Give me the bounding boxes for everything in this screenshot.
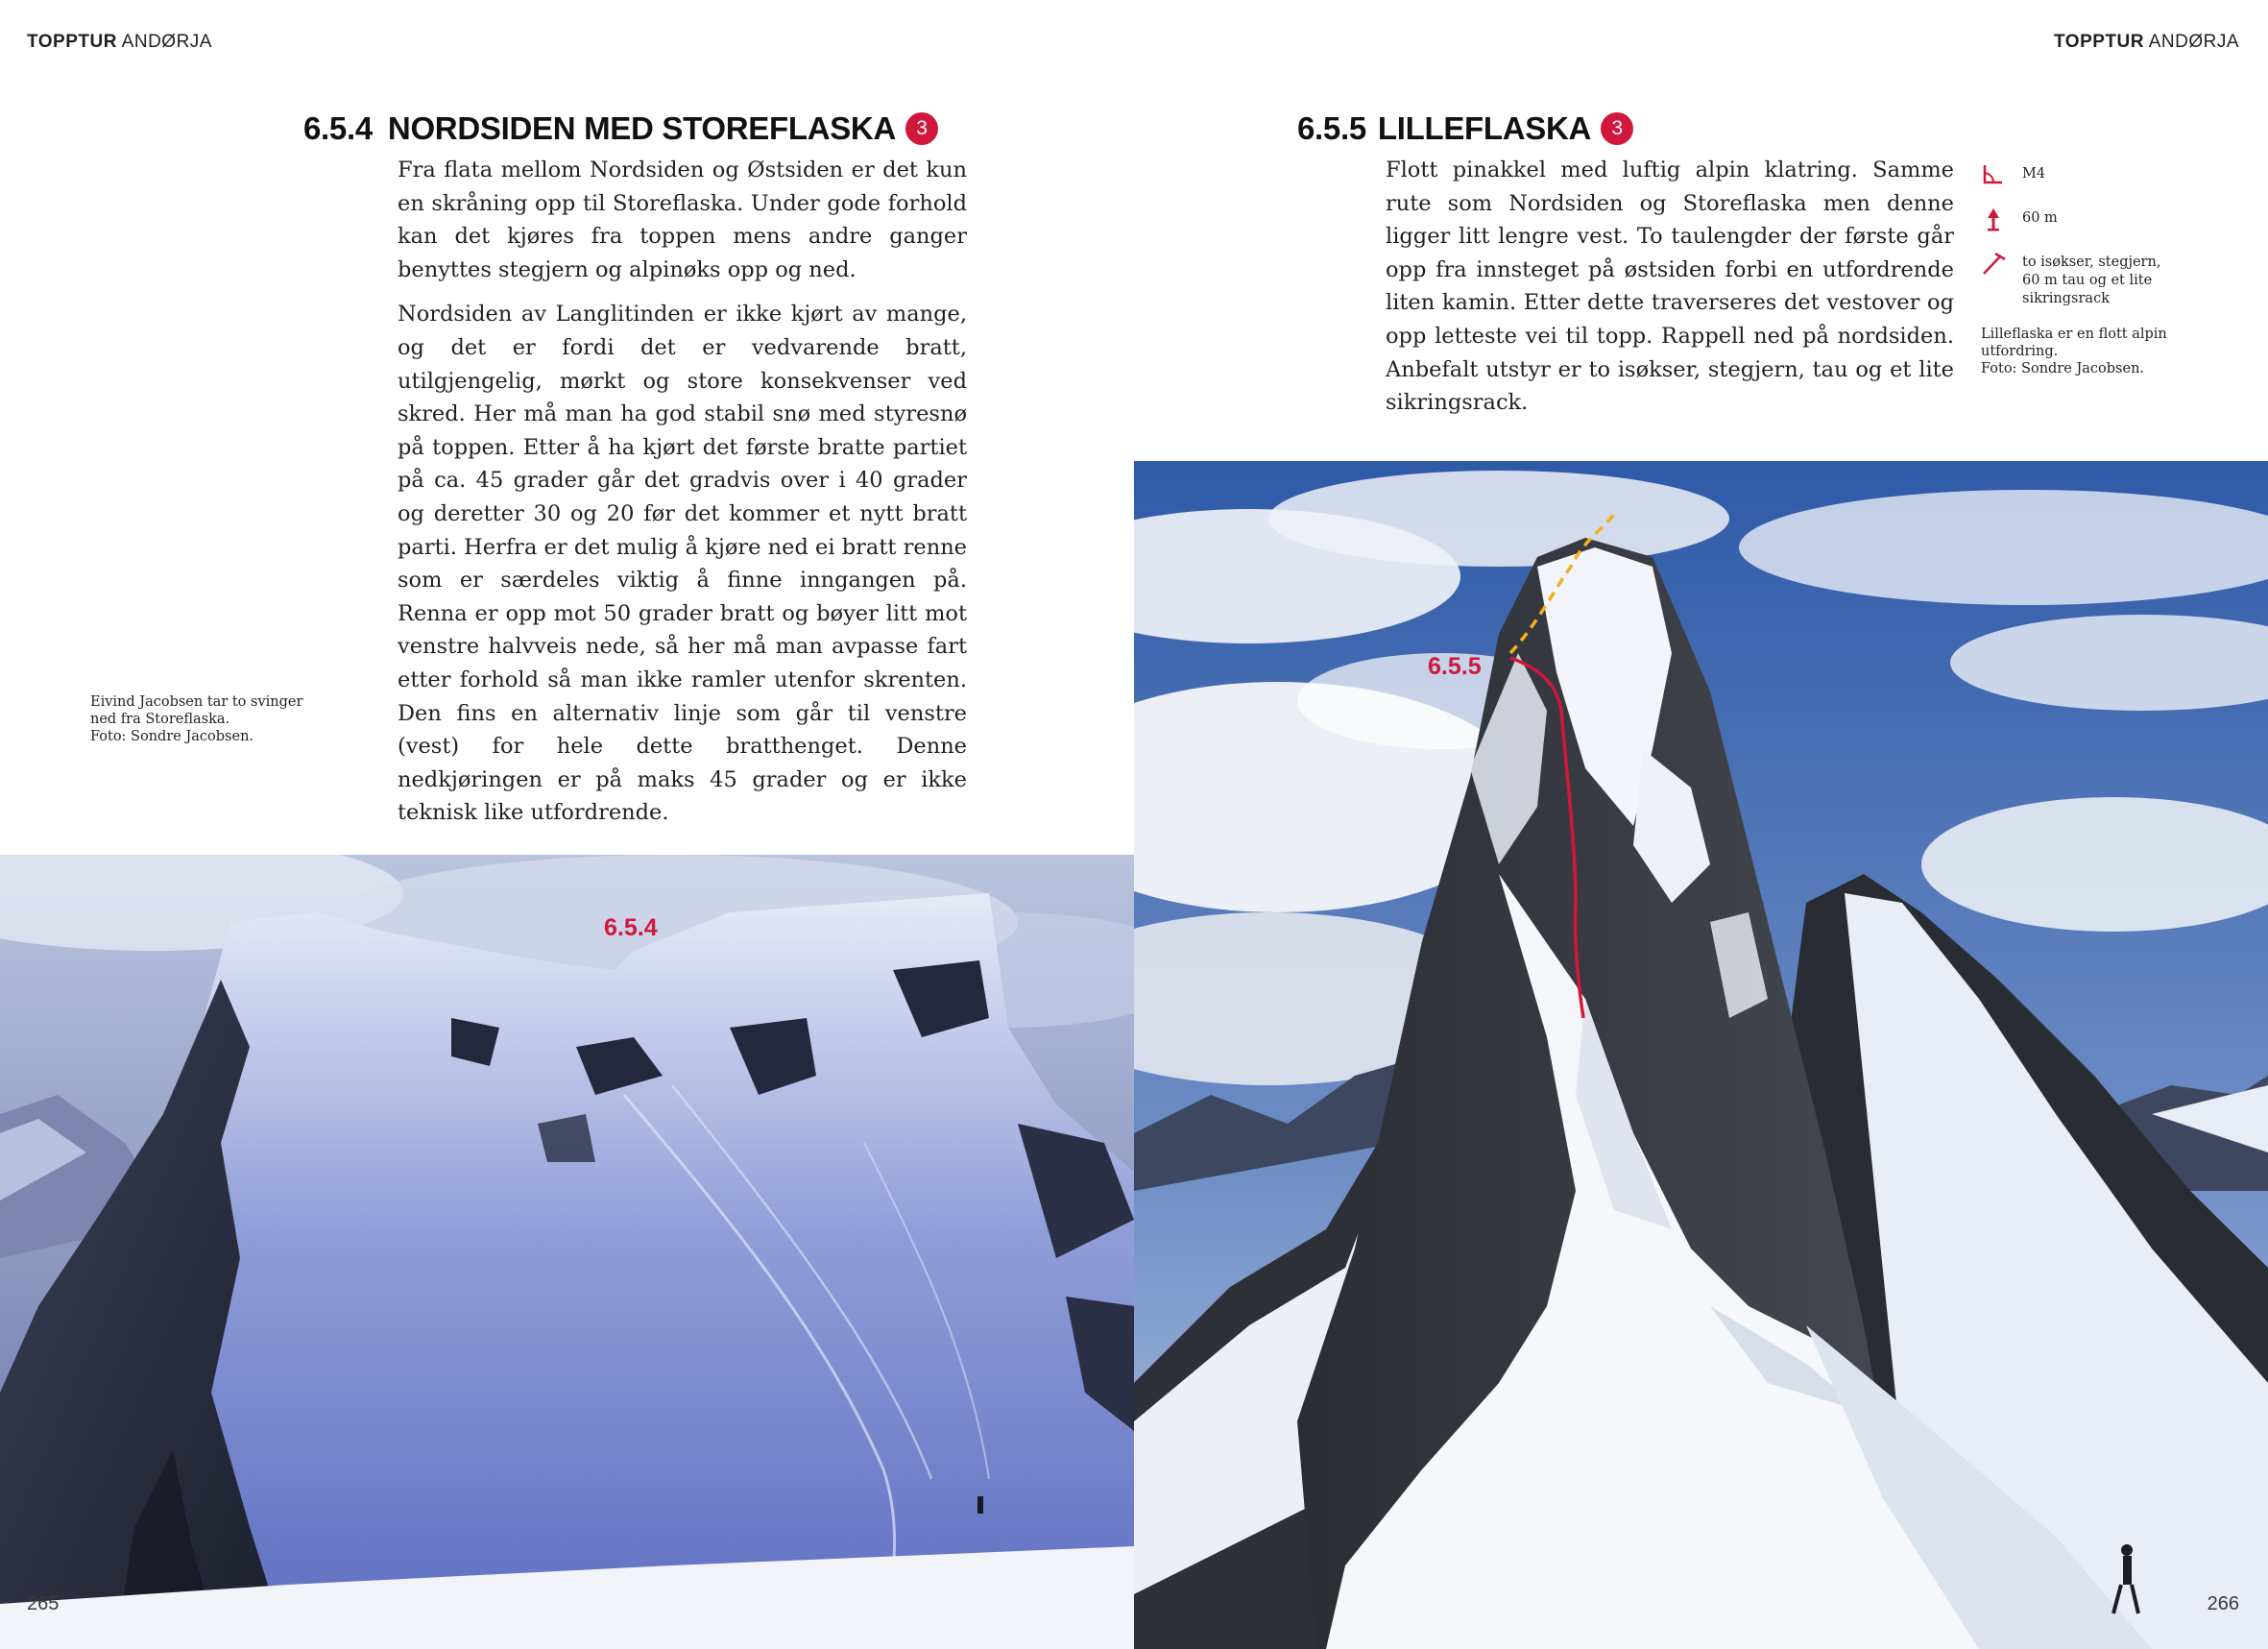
- route-label-654: 6.5.4: [604, 914, 658, 941]
- fact-gear-text: [2022, 250, 2160, 308]
- fact-gear-line: to isøkser, stegjern,: [2022, 255, 2161, 270]
- section-title-655: [1297, 110, 1633, 147]
- running-head-light: ANDØRJA: [121, 32, 212, 52]
- route-label-655: 6.5.5: [1428, 653, 1482, 680]
- fact-height-text: 60 m: [2022, 210, 2058, 226]
- running-head-light: ANDØRJA: [2148, 32, 2239, 52]
- body-text-655: [1386, 154, 1954, 431]
- running-head-right: [2054, 32, 2239, 53]
- caption-line: Eivind Jacobsen tar to svinger: [90, 694, 303, 710]
- body-text-654: [398, 154, 967, 841]
- elevation-arrow-icon: [1980, 206, 2007, 232]
- page-number-right: 266: [2207, 1593, 2239, 1614]
- caption-line: ned fra Storeflaska.: [90, 712, 230, 727]
- paragraph: Nordsiden av Langlitinden er ikke kjørt av mange, og det er fordi det er vedvarende bratt, utilgjengelig, mørkt og store konsekvenser ved skred. Her må man ha god stabil snø med styresnø på toppen. Etter å ha kjørt det første bratte partiet på ca. 45 grader går det gradvis over i 40 grader og deretter 30 og 20 før det kommer et nytt bratt parti. Herfra er det mulig å kjøre ned ei bratt renne som er særdeles viktig å finne inngangen på. Renna er opp mot 50 grader bratt og bøyer litt mot venstre halvveis nede, så her må man avpasse fart etter forhold så man ikke ramler utenfor skrenten. Den fins en alternativ linje som går til venstre (vest) for hele dette bratthenget. Denne nedkjøringen er på maks 45 grader og er ikke teknisk like utfordrende.: [398, 302, 967, 826]
- storeflaska-photo: [0, 855, 1134, 1649]
- running-head-bold: TOPPTUR: [2054, 32, 2144, 52]
- section-heading: LILLEFLASKA: [1377, 110, 1592, 146]
- lilleflaska-photo: [1134, 461, 2268, 1649]
- section-number: 6.5.4: [303, 110, 373, 146]
- paragraph: Fra flata mellom Nordsiden og Østsiden er det kun en skråning opp til Storeflaska. Under gode forhold kan det kjøres fra toppen mens andre ganger benyttes stegjern og alpinøks opp og ned.: [398, 158, 967, 282]
- difficulty-badge: 3: [905, 112, 938, 145]
- section-heading: NORDSIDEN MED STOREFLASKA: [387, 110, 896, 146]
- caption-line: Lilleflaska er en flott alpin: [1981, 327, 2167, 342]
- fact-grade-text: M4: [2022, 166, 2046, 182]
- page-number-left: 265: [27, 1593, 60, 1614]
- paragraph: Flott pinakkel med luftig alpin klatring. Samme rute som Nordsiden og Storeflaska men denne ligger litt lengre vest. To taulengder der første går opp fra innsteget på østsiden forbi en utfordrende liten kamin. Etter dette traverseres det vestover og opp letteste vei til topp. Rappell ned på nordsiden. Anbefalt utstyr er to isøkser, stegjern, tau og et lite sikringsrack.: [1386, 158, 1954, 416]
- difficulty-badge: 3: [1601, 112, 1633, 145]
- lilleflaska-illustration: [1134, 461, 2268, 1649]
- fact-gear-line: 60 m tau og et lite: [2022, 273, 2153, 288]
- photo-caption-655: [1981, 326, 2173, 377]
- running-head-bold: TOPPTUR: [27, 32, 117, 52]
- storeflaska-illustration: [0, 855, 1134, 1649]
- section-title-654: [303, 110, 938, 147]
- caption-line: utfordring.: [1981, 344, 2059, 359]
- caption-line: Foto: Sondre Jacobsen.: [90, 729, 254, 744]
- angle-grade-icon: [1980, 161, 2007, 188]
- fact-gear: [1980, 250, 2172, 308]
- fact-height: [1980, 206, 2172, 232]
- right-page: [1134, 0, 2268, 1649]
- section-number: 6.5.5: [1297, 110, 1366, 146]
- photo-caption-654: [90, 693, 321, 745]
- fact-gear-line: sikringsrack: [2022, 291, 2110, 306]
- fact-grade: [1980, 161, 2172, 188]
- running-head-left: [27, 32, 212, 53]
- route-facts: [1980, 161, 2172, 326]
- ice-axe-icon: [1980, 250, 2007, 277]
- caption-line: Foto: Sondre Jacobsen.: [1981, 361, 2145, 376]
